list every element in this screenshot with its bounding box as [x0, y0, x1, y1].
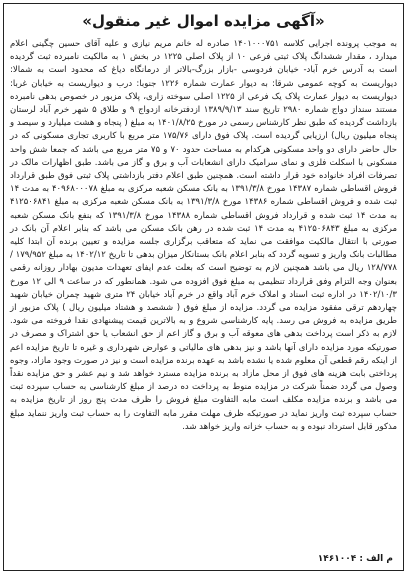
title-area [4, 4, 403, 38]
notice-title: «آگهی مزایده اموال غیر منقول» [82, 12, 325, 30]
notice-frame [3, 3, 404, 571]
notice-body: به موجب پرونده اجرایی کلاسه ۱۴۰۱۰۰۰۷۵۱ صادره له خانم مریم نیازی و علیه آقای حسین چگینی اعلام میدارد ، مقدار ششدانگ پلاک ثبتی فرعی ۱۰ از پلاک اصلی ۱۲۲۵ در بخش ۱ به مالکیت نامبرده ثبت گردیده است به آدرس خرم آباد- خیابان فردوسی -بازار بزرگ-بالاتر از درمانگاه دیاغ که محدود است به شمالا: دیواریست به کوچه عمومی شرقا: به دیوار عمارت شماره ۱۲۲۶ جنوبا: درب و دیواریست به خیابان غربا: دیواریست به دیوار عمارت پلاک یک فرعی از ۱۲۲۵ اصلی سوخته زاری، پلاک مزبور در خصوص بدهی نامبرده مستند سنداز دواج شماره ۲۹۸۰ تاریخ سند ۱۳۸۹/۹/۱۳ ازدفترخانه ازدواج ۹ و طلاق ۵ شهر خرم آباد لرستان بازداشت گردیده که طبق نظر کارشناس رسمی در مورخ ۱۴۰۱/۸/۲۵ به مبلغ ( پنجاه و هشت میلیارد و سیصد و پنجاه میلیون ریال) ارزیابی گردیده است. پلاک فوق دارای ۱۷۵/۷۶ متر مربع با کاربری تجاری مسکونی که در حال حاضر دارای دو واحد مسکونی هرکدام به مساحت حدود ۷۰ و ۷۵ متر مربع می باشد که جمعا شش واحد مسکونی با اسکلت فلزی و نمای سرامیک دارای انشعابات آب و برق و گاز می باشد. طبق اظهارات مالک در تصرفات افراد خانواده خود قرار داشته است. همچنین طبق اعلام دفتر بازداشتی پلاک ثبتی فوق طبق قرارداد فروش اقساطی شماره ۱۴۳۸۷ مورخ ۱۳۹۱/۳/۸ به بانک مسکن شعبه مرکزی به مبلغ ۴۰۹۶۸۰۰۰۷۸ به مدت ۱۴ ثبت شده و فروش اقساطی شماره ۱۴۳۸۶ مورخ ۱۳۹۱/۳/۸ به بانک مسکن شعبه مرکزی به مبلغ ۴۱۲۵۰۶۸۴۱ به مدت ۱۴ ثبت شده و قرارداد فروش اقساطی شماره ۱۴۳۸۸ مورخ ۱۳۹۱/۳/۸ که بنفع بانک مسکن شعبه مرکزی به مبلغ ۴۱۲۵۰۶۸۴۳ به مدت ۱۴ ثبت شده در رهن بانک مسکن می باشد که بنابر اعلام آن بانک در صورتی با انتقال مالکیت موافقت می نماید که متعاقب برگزاری جلسه مزایده و تعیین برنده آن ابتدا کلیه مطالبات بانک واریز و تسویه گردد که بنابر اعلام بانک بستانکار میزان بدهی تا تاریخ ۱۴۰۲/۱۲ به مبلغ ۱۷۹/۹۵۲ / ۱۲۸/۷۷۸ ریال می باشد همچنین لازم به توضیح است که بعلت عدم ایفای تعهدات مدیون بهادار روزانه رقمی بعنوان وجه التزام وفق قرارداد تنظیمی به مبلغ فوق افزوده می شود. همانطور که در ساعت ۹ الی ۱۲ مورخ ۱۴۰۲/۱۰/۳ در اداره ثبت اسناد و املاک خرم آباد واقع در خرم آباد خیابان ۲۴ متری شهید چمران خیابان شهید چهاردهم ترقی مفقود مزایده می گردد. مزایده از مبلغ فوق ( ششصد و هشتاد میلیون ریال ) پلاک مزبور از طریق مزایده به فروش می رسد. پایه کارشناسی شروع و به بالاترین قیمت پیشنهادی نقدا فروخته می شود. لازم به ذکر است پرداخت بدهی های معوقه آب و برق و گاز اعم از حق انشعاب یا حق اشتراک و مصرف در صورتیکه مورد مزایده دارای آنها باشد و نیز بدهی های مالیاتی و عوارض شهرداری و غیره تا تاریخ مزایده اعم از اینکه رقم قطعی آن معلوم شده یا نشده باشد به عهده برنده مزایده است و نیز در صورت وجود مازاد، وجوه پرداختی بابت هزینه های فوق از محل مازاد به برنده مزایده مسترد خواهد شد و نیم عشر و حق مزایده نقداً وصول می گردد ضمناً شرکت در مزایده منوط به پرداخت ده درصد از مبلغ کارشناسی به حساب سپرده ثبت می باشد و برنده مزایده مکلف است مابه التفاوت مبلغ فروش را ظرف مدت پنج روز از تاریخ مزایده به حساب سپرده ثبت واریز نماید در صورتیکه ظرف مهلت مقرر مابه التفاوت را به حساب ثبت واریز ننماید مبلغ مذکور قابل استرداد نبوده و به حساب خزانه واریز خواهد شد. [9, 39, 398, 432]
reference-number: م الف : ۱۴۶۱۰۰۴ [317, 554, 393, 564]
